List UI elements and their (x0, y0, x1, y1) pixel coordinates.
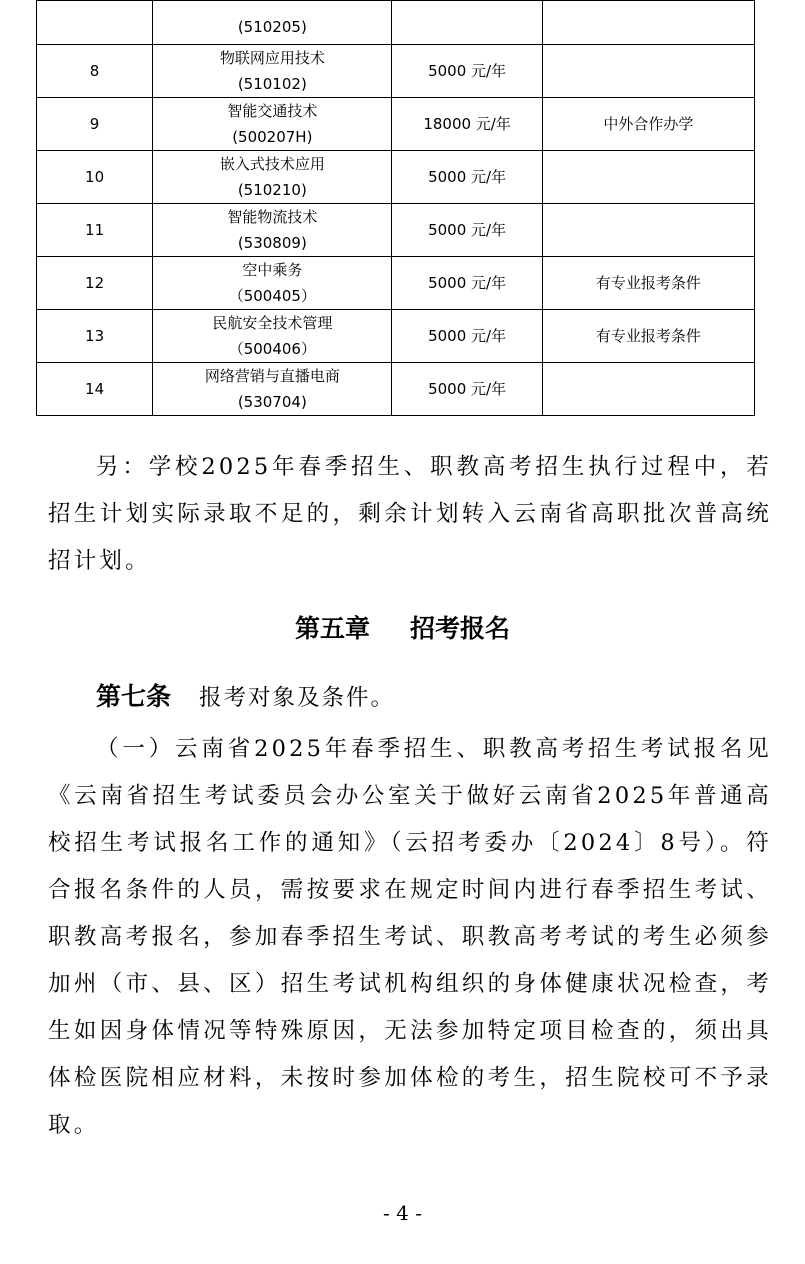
chapter-number: 第五章 (294, 614, 370, 643)
row-number-cell: 12 (37, 257, 153, 310)
major-code: (510205) (237, 18, 307, 36)
row-number-cell (37, 1, 153, 45)
row-number-cell: 13 (37, 310, 153, 363)
major-cell (153, 1, 392, 45)
major-cell (153, 363, 392, 416)
major-name: 民航安全技术管理 (212, 314, 333, 332)
table-row (37, 1, 755, 45)
row-number-cell: 8 (37, 45, 153, 98)
row-number-cell: 14 (37, 363, 153, 416)
article-heading (96, 674, 395, 721)
major-name: 物联网应用技术 (219, 49, 325, 67)
enrollment-plan-table-body (37, 1, 755, 416)
tuition-cell: 5000 元/年 (392, 45, 542, 98)
major-code: (530809) (237, 234, 307, 252)
major-name: 智能交通技术 (227, 102, 318, 120)
tuition-cell: 18000 元/年 (392, 98, 542, 151)
clause-paragraph: （一）云南省2025年春季招生、职教高考招生考试报名见《云南省招生考试委员会办公室关于做好云南省2025年普通高校招生考试报名工作的通知》（云招考委办〔2024〕8号）。符合报名条件的人员，需按要求在规定时间内进行春季招生考试、职教高考报名，参加春季招生考试、职教高考考试的考生必须参加州（市、县、区）招生考试机构组织的身体健康状况检查，考生如因身体情况等特殊原因，无法参加特定项目检查的，须出具体检医院相应材料，未按时参加体检的考生，招生院校可不予录取。 (48, 736, 772, 1138)
tuition-cell: 5000 元/年 (392, 363, 542, 416)
major-code: (530704) (237, 393, 307, 411)
tuition-cell: 5000 元/年 (392, 310, 542, 363)
enrollment-plan-table (36, 0, 755, 416)
major-code: （500406） (228, 340, 316, 358)
remark-cell (542, 45, 754, 98)
table-row (37, 151, 755, 204)
note-paragraph: 另：学校2025年春季招生、职教高考招生执行过程中，若招生计划实际录取不足的，剩余计划转入云南省高职批次普高统招计划。 (48, 454, 772, 574)
table-row (37, 257, 755, 310)
table-row (37, 98, 755, 151)
row-number-cell: 10 (37, 151, 153, 204)
remark-cell (542, 1, 754, 45)
table-row (37, 204, 755, 257)
major-cell (153, 151, 392, 204)
major-name: 空中乘务 (242, 261, 303, 279)
major-name: 嵌入式技术应用 (219, 155, 325, 173)
chapter-heading (0, 606, 805, 652)
major-name: 网络营销与直播电商 (204, 367, 340, 385)
tuition-cell: 5000 元/年 (392, 204, 542, 257)
major-cell (153, 98, 392, 151)
major-name: 智能物流技术 (227, 208, 318, 226)
article-title: 报考对象及条件。 (199, 685, 396, 711)
table-row (37, 45, 755, 98)
page-number: - 4 - (383, 1201, 422, 1225)
major-cell (153, 204, 392, 257)
major-cell (153, 310, 392, 363)
remark-cell (542, 151, 754, 204)
remark-cell: 中外合作办学 (542, 98, 754, 151)
remark-cell: 有专业报考条件 (542, 257, 754, 310)
major-code: (510102) (237, 75, 307, 93)
major-code: （500405） (228, 287, 316, 305)
row-number-cell: 9 (37, 98, 153, 151)
remark-cell (542, 204, 754, 257)
remark-cell (542, 363, 754, 416)
table-row (37, 310, 755, 363)
tuition-cell (392, 1, 542, 45)
remark-cell: 有专业报考条件 (542, 310, 754, 363)
tuition-cell: 5000 元/年 (392, 257, 542, 310)
chapter-title: 招考报名 (410, 614, 511, 643)
article-label: 第七条 (96, 682, 172, 711)
row-number-cell: 11 (37, 204, 153, 257)
major-code: (510210) (237, 181, 307, 199)
tuition-cell: 5000 元/年 (392, 151, 542, 204)
major-code: (500207H) (232, 128, 313, 146)
major-cell (153, 45, 392, 98)
table-row (37, 363, 755, 416)
major-cell (153, 257, 392, 310)
